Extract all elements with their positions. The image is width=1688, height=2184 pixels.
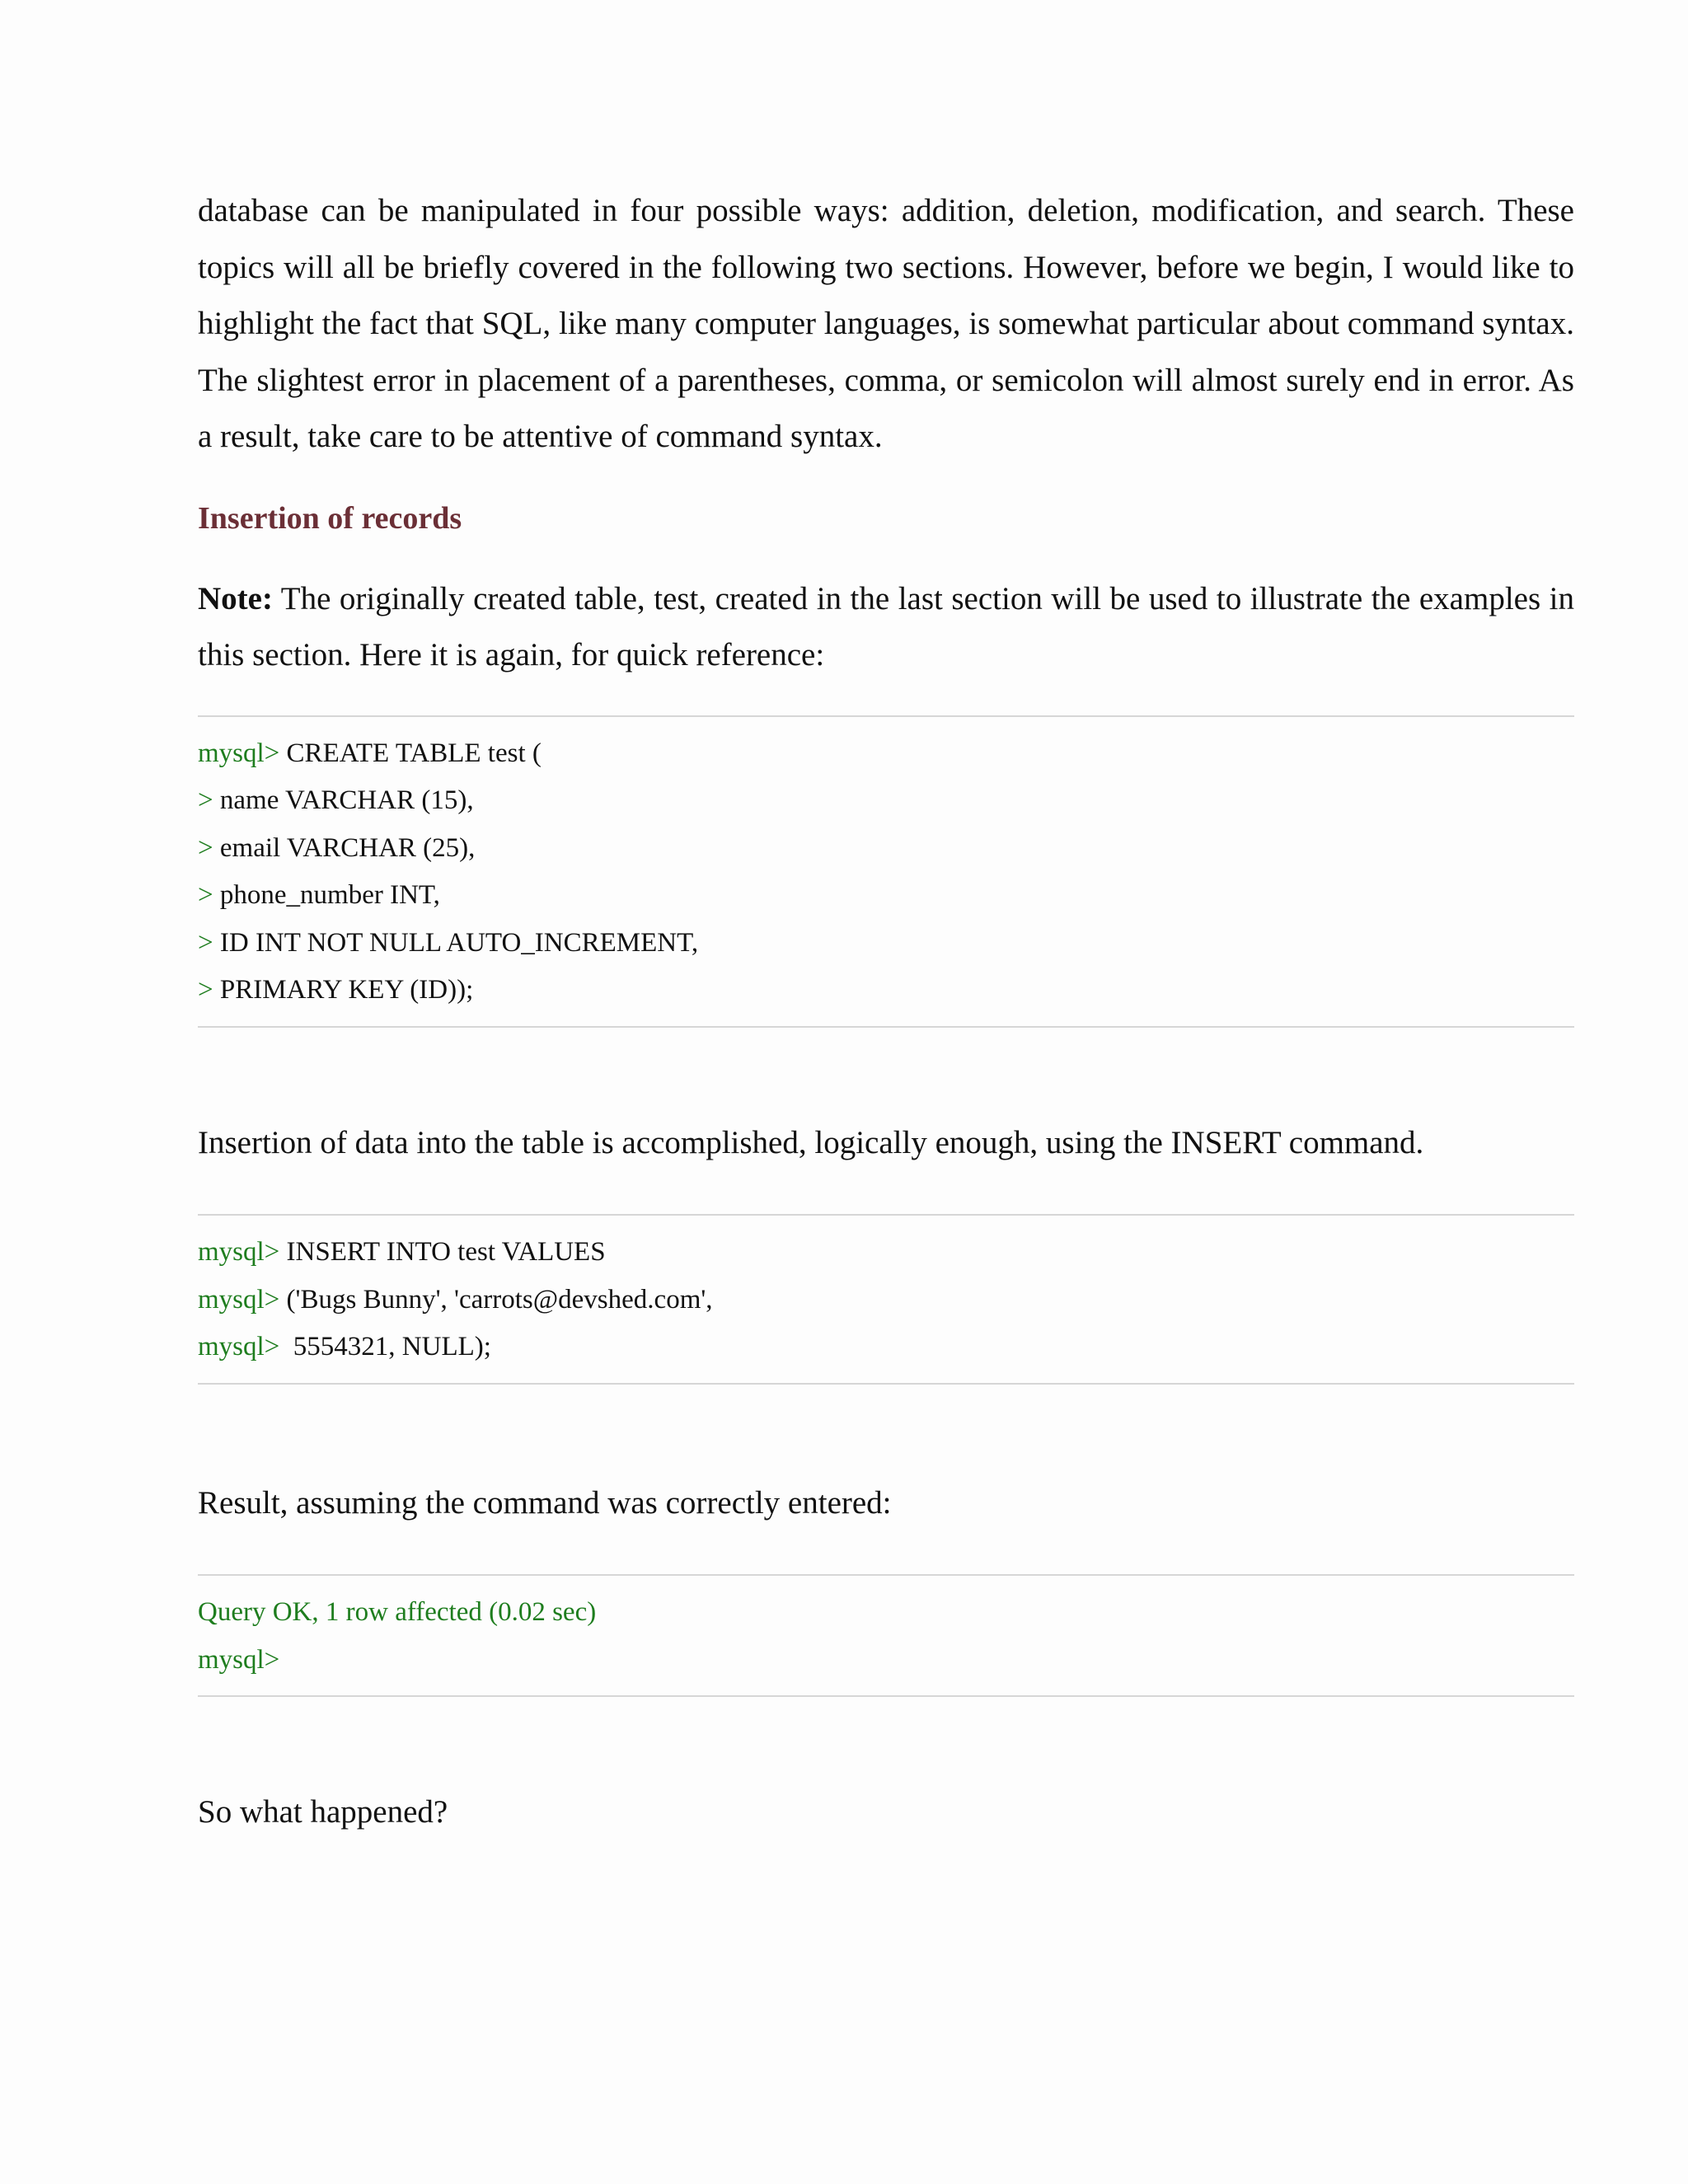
code-line [198, 967, 1574, 1015]
code-text: name VARCHAR (15), [213, 785, 474, 815]
section-heading: Insertion of records [198, 500, 462, 536]
code-prompt: > [198, 832, 213, 863]
code-prompt: mysql> [198, 1284, 280, 1315]
code-prompt: > [198, 880, 213, 910]
code-line [198, 1277, 1574, 1324]
code-prompt: > [198, 785, 213, 815]
code-prompt: mysql> [198, 738, 280, 768]
code-line [198, 1324, 1574, 1371]
result-line: Query OK, 1 row affected (0.02 sec) [198, 1597, 597, 1627]
code-text: INSERT INTO test VALUES [279, 1237, 606, 1267]
code-text: ID INT NOT NULL AUTO_INCREMENT, [213, 927, 699, 958]
code-prompt: mysql> [198, 1332, 280, 1361]
code-prompt: > [198, 975, 213, 1005]
code-prompt: mysql> [198, 1237, 280, 1267]
insert-code-block [198, 1214, 1574, 1385]
code-text: email VARCHAR (25), [213, 832, 476, 863]
code-text: 5554321, NULL); [279, 1332, 491, 1361]
code-prompt: > [198, 927, 213, 958]
note-label: Note: [198, 580, 273, 616]
insert-intro-paragraph: Insertion of data into the table is accomplished, logically enough, using the INSERT command. [198, 1124, 1424, 1160]
code-text: CREATE TABLE test ( [279, 738, 542, 768]
intro-paragraph: database can be manipulated in four possible ways: addition, deletion, modification, and search. These topics will all be briefly covered in the following two sections. However, before we begin, I would like to highlight the fact that SQL, like many computer languages, is somewhat particular about command syntax. The slightest error in placement of a parentheses, comma, or semicolon will almost surely end in error. As a result, take care to be attentive of command syntax. [198, 193, 1574, 454]
note-paragraph [198, 571, 1574, 684]
code-line [198, 1229, 1574, 1277]
result-code-block [198, 1574, 1574, 1697]
code-line [198, 872, 1574, 920]
code-line [198, 920, 1574, 968]
code-text: PRIMARY KEY (ID)); [213, 975, 474, 1005]
code-line [198, 777, 1574, 825]
note-text: The originally created table, test, created in the last section will be used to illustrate the examples in this section. Here it is again, for quick reference: [198, 580, 1574, 673]
result-intro-paragraph: Result, assuming the command was correctly entered: [198, 1484, 892, 1521]
code-text: ('Bugs Bunny', 'carrots@devshed.com', [279, 1284, 713, 1315]
code-text: phone_number INT, [213, 880, 440, 910]
closing-question: So what happened? [198, 1794, 448, 1830]
create-table-code-block [198, 715, 1574, 1028]
result-line: mysql> [198, 1644, 280, 1675]
document-page [198, 183, 1574, 1841]
code-line [198, 730, 1574, 778]
code-line [198, 825, 1574, 873]
